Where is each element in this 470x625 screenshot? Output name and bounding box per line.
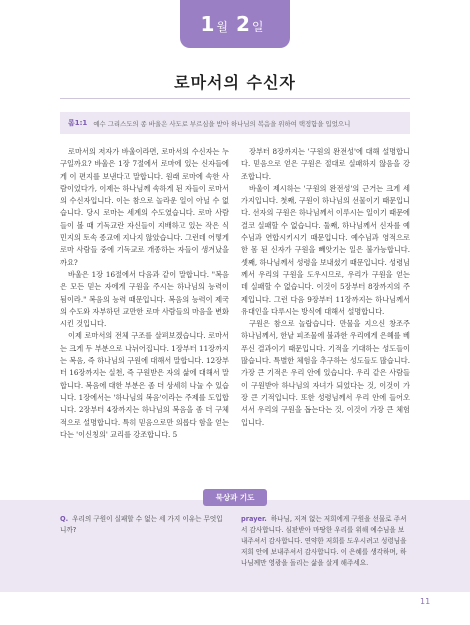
- reflection-question: [60, 514, 229, 569]
- prayer-text-block: [241, 514, 410, 569]
- right-column: [241, 146, 410, 441]
- prayer-label: prayer.: [241, 515, 267, 523]
- question-mark-label: Q.: [60, 515, 69, 523]
- question-text: 우리의 구원이 실패할 수 없는 세 가지 이유는 무엇입니까?: [60, 515, 223, 534]
- paragraph: 구원은 참으로 놀랍습니다. 만물을 지으신 창조주 하나님께서, 한낱 피조물에 불과한 우리에게 은혜를 베푸신 결과이기 때문입니다. 기적을 기대하는 성도들이 많습니다. 특별한 체험을 추구하는 성도들도 많습니다. 가장 큰 기적은 우리 안에 있습니다. 우리 같은 사람들이 구원받아 하나님의 자녀가 되었다는 것, 이것이 가장 큰 기적입니다. 또한 성령님께서 우리 안에 들어오셔서 우리의 구원을 돕는다는 것, 이것이 가장 큰 체험입니다.: [241, 319, 410, 427]
- left-column: [60, 146, 229, 441]
- paragraph: 바울은 1장 16절에서 다음과 같이 말합니다. "복음은 모든 믿는 자에게 구원을 주시는 하나님의 능력이 됨이라." 복음의 능력 때문입니다. 복음의 능력이 제국의 수도와 자부하던 교만한 로마 사람들의 마음을 변화시킨 것입니다.: [60, 269, 229, 329]
- date-tab: [180, 0, 290, 48]
- verse-box: [60, 112, 410, 134]
- prayer-content: [60, 514, 410, 569]
- prayer-text: 하나님, 저져 없는 저희에게 구원을 선물로 주셔서 감사합니다. 심판받아 마땅한 우리를 위해 예수님을 보내주셔서 감사합니다. 연약한 저희를 도우시려고 성령님을 저희 안에 보내주셔서 감사합니다. 이 은혜를 생각하며, 하나님께만 영광을 돌리는 삶을 살게 해주세요.: [241, 515, 407, 567]
- body-columns: [60, 146, 410, 441]
- month-number: 1: [200, 12, 215, 36]
- page-number: 11: [420, 597, 431, 606]
- title-divider: [60, 98, 410, 99]
- verse-reference: 롬1:1: [68, 119, 88, 127]
- verse-text: 예수 그리스도의 종 바울은 사도로 부르심을 받아 하나님의 복음을 위하여 택정함을 입었으니: [93, 119, 351, 128]
- day-number: 2: [236, 12, 250, 36]
- paragraph: 장부터 8장까지는 '구원의 완전성'에 대해 설명합니다. 믿음으로 얻은 구원은 절대로 실패하지 않음을 강조합니다.: [241, 147, 410, 181]
- prayer-section: [0, 500, 470, 592]
- prayer-heading: 묵상과 기도: [203, 489, 267, 506]
- paragraph: 바울이 제시하는 '구원의 완전성'의 근거는 크게 세 가지입니다. 첫째, 구원이 하나님의 선물이기 때문입니다. 선자의 구원은 하나님께서 이루시는 일이기 때문에 결코 실패할 수 없습니다. 둘째, 하나님께서 신자를 예수님과 연합시키시기 때문입니다. 예수님과 영적으로 한 몸 된 신자가 구원을 빼앗기는 일은 불가능합니다. 셋째, 하나님께서 성령을 보내셨기 때문입니다. 성령님께서 우리의 구원을 도우시므로, 우리가 구원을 얻는 데 실패할 수 없습니다. 이것이 5장부터 8장까지의 주제입니다. 그런 다음 9장부터 11장까지는 하나님께서 유대인을 다루시는 방식에 대해서 설명합니다.: [241, 183, 410, 316]
- month-unit: 월: [216, 19, 228, 34]
- page-title: 로마서의 수신자: [174, 73, 296, 92]
- day-unit: 일: [251, 19, 264, 34]
- paragraph: 이제 로마서의 전체 구조를 살펴보겠습니다. 로마서는 크게 두 부분으로 나뉘어집니다. 1장부터 11장까지는 복음, 즉 하나님의 구원에 대해서 말합니다. 12장부터 16장까지는 실천, 즉 구원받은 자의 삶에 대해서 말합니다. 복음에 대한 부분은 좀 더 상세히 나눌 수 있습니다. 1장에서는 '하나님의 복음'이라는 주제를 도입합니다. 2장부터 4장까지는 하나님의 복음을 좀 더 구체적으로 설명합니다. 특히 믿음으로만 의롭다 함을 얻는다는 '이신칭의' 교리를 강조합니다. 5: [60, 331, 229, 439]
- paragraph: 로마서의 저자가 바울이라면, 로마서의 수신자는 누구일까요? 바울은 1장 7절에서 로마에 있는 신자들에게 이 편지를 보낸다고 말합니다. 원래 로마에 속한 사람이었다가, 이제는 하나님께 속하게 된 자들이 로마서의 수신자입니다. 이는 참으로 놀라운 일이 아닐 수 없습니다. 당시 로마는 세계의 수도였습니다. 로마 사람들이 볼 때 기독교란 자신들이 지배하고 있는 작은 식민지의 토속 종교에 지나지 않았습니다. 그런데 어떻게 로마 사람들 중에 기독교로 개종하는 자들이 생겨났을까요?: [60, 147, 229, 267]
